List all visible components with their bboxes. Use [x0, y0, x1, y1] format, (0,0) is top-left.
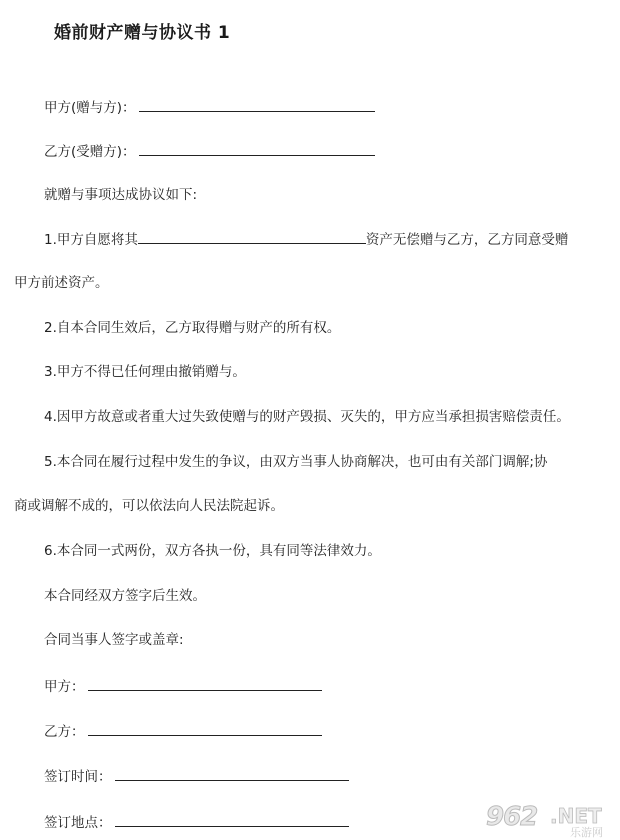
clause-1-mid: 资产无偿赠与乙方，乙方同意受赠 — [365, 232, 569, 248]
clause-1-start: 1.甲方自愿将其 — [44, 232, 138, 248]
sign-time-label: 签订时间： — [44, 769, 112, 785]
party-b-label: 乙方(受赠方)： — [44, 144, 136, 160]
party-a-label: 甲方(赠与方)： — [44, 100, 136, 116]
clause-3: 3.甲方不得已任何理由撤销赠与。 — [44, 364, 246, 380]
signature-heading: 合同当事人签字或盖章: — [44, 632, 184, 648]
sign-time-blank[interactable] — [115, 766, 349, 781]
watermark-number: 962 — [486, 802, 538, 832]
clause-1 — [44, 229, 568, 250]
intro-text: 就赠与事项达成协议如下: — [44, 187, 198, 203]
clause-1-continuation: 甲方前述资产。 — [14, 275, 109, 291]
sign-a-blank[interactable] — [88, 676, 322, 691]
sign-place-blank[interactable] — [115, 812, 349, 827]
site-watermark-logo — [486, 802, 614, 839]
document-title: 婚前财产赠与协议书 1 — [54, 23, 231, 43]
clause-5-continuation: 商或调解不成的，可以依法向人民法院起诉。 — [14, 498, 284, 514]
sign-b-line — [44, 721, 322, 742]
party-a-line — [44, 97, 375, 118]
clause-1-blank[interactable] — [138, 229, 366, 244]
sign-place-line — [44, 812, 349, 833]
effective-text: 本合同经双方签字后生效。 — [44, 588, 206, 604]
sign-a-line — [44, 676, 322, 697]
sign-a-label: 甲方： — [44, 679, 85, 695]
clause-4: 4.因甲方故意或者重大过失致使赠与的财产毁损、灭失的，甲方应当承担损害赔偿责任。 — [44, 409, 570, 425]
sign-place-label: 签订地点： — [44, 815, 112, 831]
party-b-blank[interactable] — [139, 141, 375, 156]
sign-time-line — [44, 766, 349, 787]
clause-6: 6.本合同一式两份，双方各执一份，具有同等法律效力。 — [44, 543, 381, 559]
sign-b-label: 乙方： — [44, 724, 85, 740]
party-a-blank[interactable] — [139, 97, 375, 112]
clause-2: 2.自本合同生效后，乙方取得赠与财产的所有权。 — [44, 320, 341, 336]
party-b-line — [44, 141, 375, 162]
watermark-cn: 乐游网 — [570, 826, 603, 839]
sign-b-blank[interactable] — [88, 721, 322, 736]
watermark-domain: .NET — [550, 804, 602, 828]
clause-5: 5.本合同在履行过程中发生的争议，由双方当事人协商解决，也可由有关部门调解;协 — [44, 454, 548, 470]
